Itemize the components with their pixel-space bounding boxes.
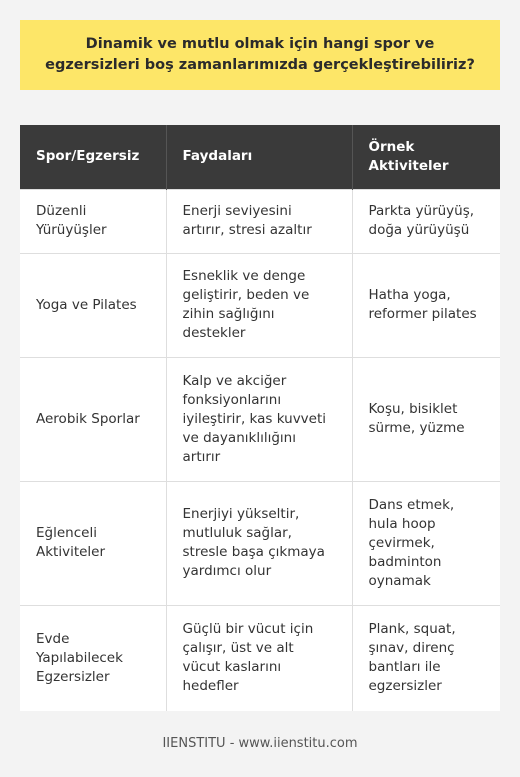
page-title: Dinamik ve mutlu olmak için hangi spor ve egzersizleri boş zamanlarımızda gerçekleştirebiliriz? (45, 36, 475, 73)
cell-benefits: Enerji seviyesini artırır, stresi azaltır (166, 189, 352, 253)
column-header-examples: Örnek Aktiviteler (352, 125, 500, 189)
cell-sport: Evde Yapılabilecek Egzersizler (20, 605, 166, 711)
cell-sport: Aerobik Sporlar (20, 357, 166, 481)
cell-benefits: Güçlü bir vücut için çalışır, üst ve alt vücut kaslarını hedefler (166, 605, 352, 711)
cell-sport: Düzenli Yürüyüşler (20, 189, 166, 253)
title-banner (20, 20, 500, 90)
cell-examples: Hatha yoga, reformer pilates (352, 253, 500, 357)
footer-text: IIENSTITU - www.iienstitu.com (162, 736, 358, 751)
cell-examples: Dans etmek, hula hoop çevirmek, badminton oynamak (352, 481, 500, 605)
table-row (20, 481, 500, 605)
cell-sport: Eğlenceli Aktiviteler (20, 481, 166, 605)
cell-examples: Koşu, bisiklet sürme, yüzme (352, 357, 500, 481)
cell-examples: Parkta yürüyüş, doğa yürüyüşü (352, 189, 500, 253)
cell-sport: Yoga ve Pilates (20, 253, 166, 357)
cell-benefits: Esneklik ve denge geliştirir, beden ve zihin sağlığını destekler (166, 253, 352, 357)
table-header-row (20, 125, 500, 189)
cell-benefits: Kalp ve akciğer fonksiyonlarını iyileştirir, kas kuvveti ve dayanıklılığını artırır (166, 357, 352, 481)
column-header-benefits: Faydaları (166, 125, 352, 189)
table-row (20, 253, 500, 357)
activities-table (20, 125, 500, 711)
column-header-sport: Spor/Egzersiz (20, 125, 166, 189)
table-row (20, 357, 500, 481)
table-row (20, 605, 500, 711)
cell-benefits: Enerjiyi yükseltir, mutluluk sağlar, stresle başa çıkmaya yardımcı olur (166, 481, 352, 605)
table-row (20, 189, 500, 253)
cell-examples: Plank, squat, şınav, direnç bantları ile egzersizler (352, 605, 500, 711)
